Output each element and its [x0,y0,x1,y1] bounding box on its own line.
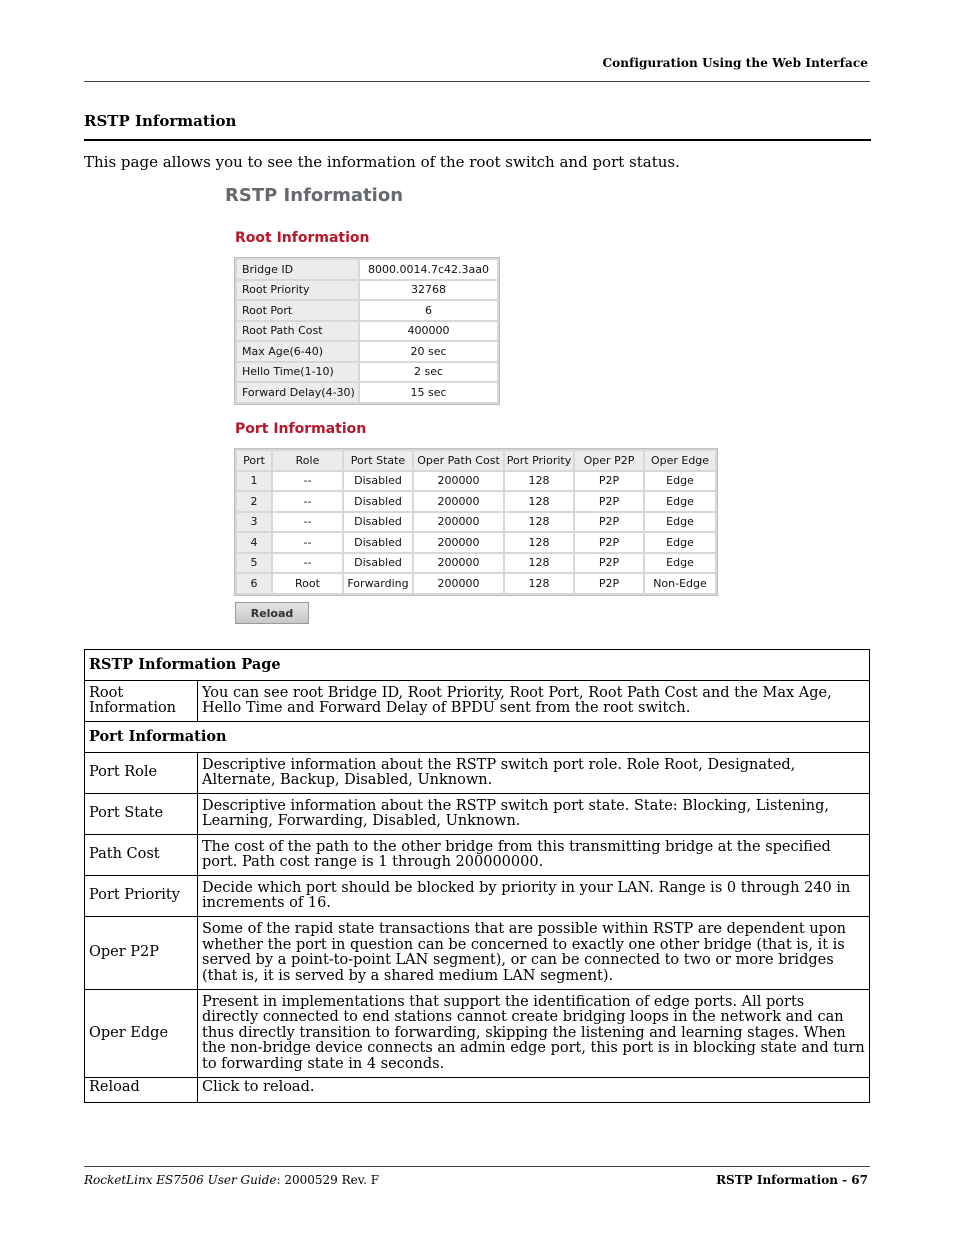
port-column-header: Oper Path Cost [414,451,503,470]
port-cell: P2P [575,574,643,593]
port-column-header: Oper P2P [575,451,643,470]
port-row [237,472,715,491]
port-cell: 128 [505,554,573,573]
port-cell: Root [273,574,342,593]
port-cell: Disabled [344,533,412,552]
root-information-heading: Root Information [235,230,370,246]
port-column-header: Port State [344,451,412,470]
desc-row [85,917,870,990]
desc-row [85,990,870,1078]
running-header: Configuration Using the Web Interface [602,56,868,70]
root-info-value: 6 [360,301,497,320]
section-rule [84,139,871,141]
port-cell: 3 [237,513,271,532]
desc-title-row [85,650,870,681]
port-cell: 128 [505,513,573,532]
desc-port-section-title: Port Information [85,722,870,753]
desc-row-text: Present in implementations that support the identification of edge ports. All ports directly connected to end stations cannot create bridging loops in the network and can thus directly transition to forwarding, skipping the listening and learning stages. When the non-bridge device connects an admin edge port, this port is in blocking state and turn to forwarding state in 4 seconds. [198,990,870,1078]
root-info-label: Root Path Cost [237,322,358,341]
port-cell: Disabled [344,513,412,532]
header-rule [84,81,870,82]
desc-row-name: Path Cost [85,835,198,876]
port-cell: 128 [505,492,573,511]
root-info-value: 20 sec [360,342,497,361]
port-cell: Edge [645,472,715,491]
port-cell: -- [273,472,342,491]
desc-row-root-information [85,681,870,722]
root-info-value: 400000 [360,322,497,341]
desc-row [85,876,870,917]
ui-page-title: RSTP Information [225,185,404,206]
port-cell: Disabled [344,492,412,511]
root-info-row [237,383,497,402]
footer-product [84,1173,379,1187]
port-cell: 200000 [414,554,503,573]
root-info-label: Forward Delay(4-30) [237,383,358,402]
port-cell: 200000 [414,492,503,511]
port-cell: 200000 [414,574,503,593]
root-info-value: 2 sec [360,363,497,382]
desc-row [85,753,870,794]
desc-table-title: RSTP Information Page [85,650,870,681]
port-cell: 6 [237,574,271,593]
section-heading: RSTP Information [84,112,237,130]
root-info-label: Root Port [237,301,358,320]
root-info-label: Root Priority [237,281,358,300]
port-cell: P2P [575,513,643,532]
port-column-header: Port [237,451,271,470]
port-cell: 4 [237,533,271,552]
desc-row-name: Root Information [85,681,198,722]
port-information-heading: Port Information [235,421,367,437]
desc-row-name: Oper P2P [85,917,198,990]
port-cell: -- [273,533,342,552]
root-info-row [237,301,497,320]
port-row [237,554,715,573]
footer-product-name: RocketLinx ES7506 User Guide [84,1173,277,1187]
root-info-row [237,281,497,300]
port-row [237,574,715,593]
port-cell: P2P [575,492,643,511]
footer-page-label: RSTP Information - 67 [716,1173,868,1187]
port-cell: Edge [645,554,715,573]
root-info-row [237,322,497,341]
root-information-table [234,257,500,405]
port-cell: 200000 [414,513,503,532]
port-cell: Edge [645,513,715,532]
desc-row [85,1078,870,1103]
port-cell: P2P [575,472,643,491]
port-column-header: Port Priority [505,451,573,470]
port-cell: 200000 [414,472,503,491]
port-cell: P2P [575,554,643,573]
desc-row-text: Descriptive information about the RSTP switch port role. Role Root, Designated, Alternate, Backup, Disabled, Unknown. [198,753,870,794]
port-cell: -- [273,513,342,532]
port-row [237,492,715,511]
port-cell: Non-Edge [645,574,715,593]
port-cell: Disabled [344,472,412,491]
root-info-row [237,363,497,382]
desc-row [85,794,870,835]
desc-row-name: Port Role [85,753,198,794]
port-cell: Edge [645,492,715,511]
desc-row-text: Descriptive information about the RSTP switch port state. State: Blocking, Listening, Learning, Forwarding, Disabled, Unknown. [198,794,870,835]
port-cell: Edge [645,533,715,552]
desc-row-text: The cost of the path to the other bridge from this transmitting bridge at the specified port. Path cost range is 1 through 200000000. [198,835,870,876]
port-row [237,533,715,552]
desc-row [85,835,870,876]
root-info-label: Bridge ID [237,260,358,279]
port-information-table [234,448,718,596]
desc-row-name: Oper Edge [85,990,198,1078]
intro-paragraph: This page allows you to see the information of the root switch and port status. [84,153,680,171]
port-row [237,513,715,532]
root-info-label: Max Age(6-40) [237,342,358,361]
root-info-label: Hello Time(1-10) [237,363,358,382]
port-cell: 128 [505,574,573,593]
desc-row-name: Reload [85,1078,198,1103]
root-info-value: 32768 [360,281,497,300]
port-cell: -- [273,492,342,511]
desc-row-text: Click to reload. [198,1078,870,1103]
port-cell: 2 [237,492,271,511]
port-cell: 200000 [414,533,503,552]
footer-rule [84,1166,870,1167]
desc-row-text: Some of the rapid state transactions that are possible within RSTP are dependent upon whether the port in question can be concerned to exactly one other bridge (that is, it is served by a point-to-point LAN segment), or can be connected to two or more bridges (that is, it is served by a shared medium LAN segment). [198,917,870,990]
root-info-row [237,342,497,361]
port-column-header: Role [273,451,342,470]
desc-row-name: Port State [85,794,198,835]
desc-row-text: You can see root Bridge ID, Root Priority, Root Port, Root Path Cost and the Max Age, Hello Time and Forward Delay of BPDU sent from the root switch. [198,681,870,722]
root-info-row [237,260,497,279]
reload-button[interactable]: Reload [235,602,309,624]
root-info-value: 8000.0014.7c42.3aa0 [360,260,497,279]
root-info-value: 15 sec [360,383,497,402]
port-cell: Disabled [344,554,412,573]
desc-port-section-row [85,722,870,753]
port-cell: -- [273,554,342,573]
description-table [84,649,870,1103]
port-column-header: Oper Edge [645,451,715,470]
port-cell: 128 [505,472,573,491]
port-cell: 1 [237,472,271,491]
footer-doc-number: : 2000529 Rev. F [276,1173,380,1187]
port-cell: 128 [505,533,573,552]
desc-row-text: Decide which port should be blocked by priority in your LAN. Range is 0 through 240 in increments of 16. [198,876,870,917]
desc-row-name: Port Priority [85,876,198,917]
port-cell: Forwarding [344,574,412,593]
port-cell: P2P [575,533,643,552]
port-cell: 5 [237,554,271,573]
